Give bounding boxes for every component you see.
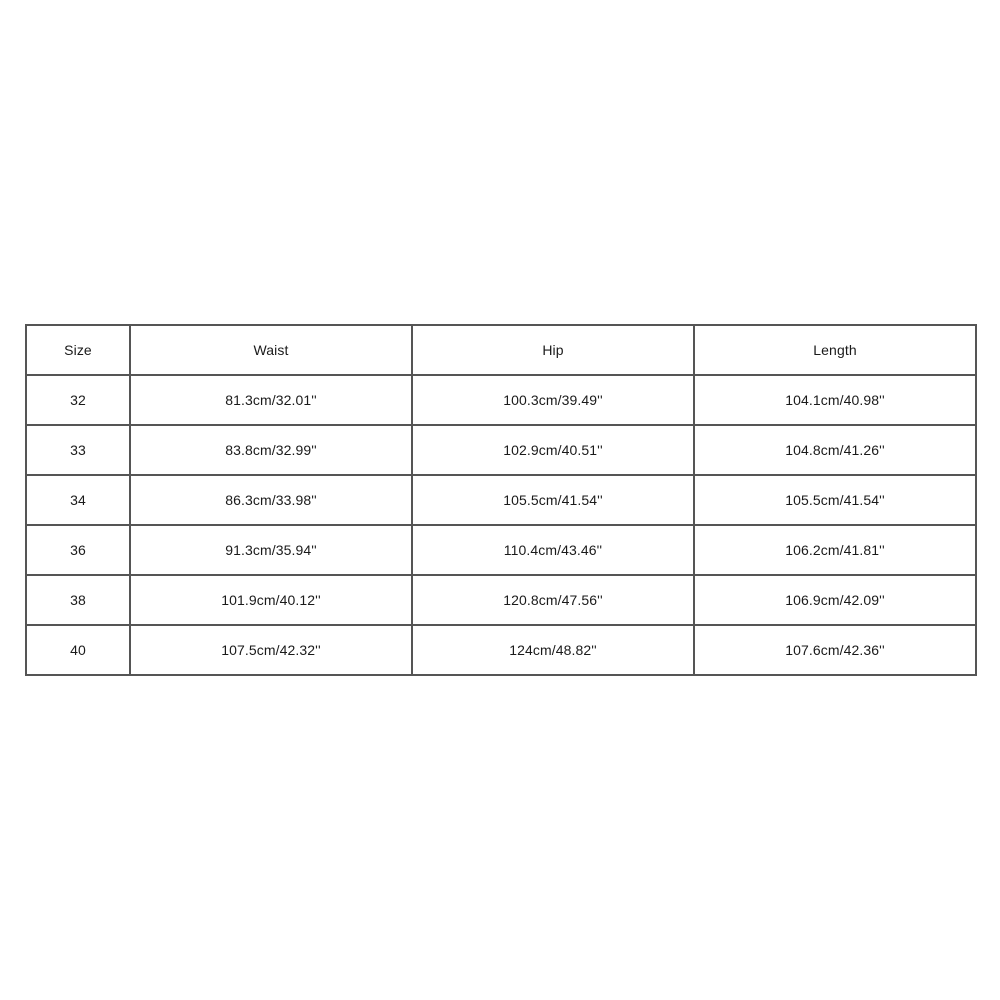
cell-length: 104.1cm/40.98''	[694, 375, 976, 425]
cell-hip: 100.3cm/39.49''	[412, 375, 694, 425]
cell-hip: 110.4cm/43.46''	[412, 525, 694, 575]
cell-waist: 101.9cm/40.12''	[130, 575, 412, 625]
cell-hip: 120.8cm/47.56''	[412, 575, 694, 625]
cell-hip: 105.5cm/41.54''	[412, 475, 694, 525]
table-row	[26, 525, 976, 575]
size-chart-header	[26, 325, 976, 375]
header-size: Size	[26, 325, 130, 375]
size-chart-table	[25, 324, 977, 676]
header-hip: Hip	[412, 325, 694, 375]
cell-waist: 81.3cm/32.01''	[130, 375, 412, 425]
cell-size: 33	[26, 425, 130, 475]
header-length: Length	[694, 325, 976, 375]
cell-length: 107.6cm/42.36''	[694, 625, 976, 675]
header-waist: Waist	[130, 325, 412, 375]
cell-hip: 102.9cm/40.51''	[412, 425, 694, 475]
cell-length: 106.9cm/42.09''	[694, 575, 976, 625]
cell-waist: 91.3cm/35.94''	[130, 525, 412, 575]
cell-length: 106.2cm/41.81''	[694, 525, 976, 575]
cell-waist: 83.8cm/32.99''	[130, 425, 412, 475]
cell-size: 36	[26, 525, 130, 575]
table-row	[26, 425, 976, 475]
cell-hip: 124cm/48.82''	[412, 625, 694, 675]
cell-size: 32	[26, 375, 130, 425]
table-row	[26, 575, 976, 625]
table-row	[26, 375, 976, 425]
header-row	[26, 325, 976, 375]
cell-size: 38	[26, 575, 130, 625]
table-row	[26, 475, 976, 525]
table-row	[26, 625, 976, 675]
cell-size: 34	[26, 475, 130, 525]
size-chart-body	[26, 375, 976, 675]
cell-waist: 86.3cm/33.98''	[130, 475, 412, 525]
cell-length: 105.5cm/41.54''	[694, 475, 976, 525]
cell-waist: 107.5cm/42.32''	[130, 625, 412, 675]
cell-length: 104.8cm/41.26''	[694, 425, 976, 475]
cell-size: 40	[26, 625, 130, 675]
